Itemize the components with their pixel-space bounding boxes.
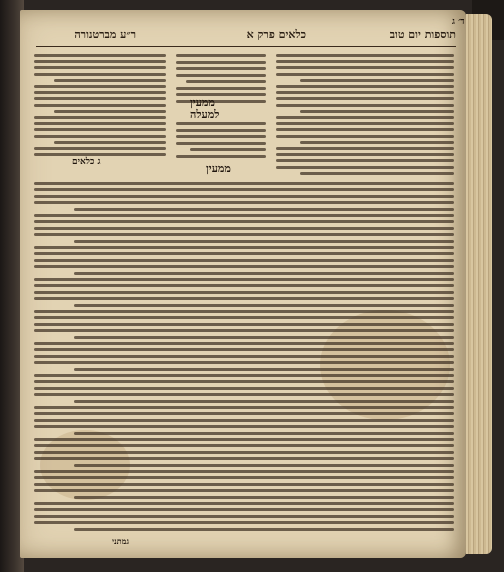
text-line xyxy=(276,147,454,150)
text-line xyxy=(276,66,454,69)
text-line xyxy=(176,142,266,145)
text-line xyxy=(176,87,266,90)
text-line xyxy=(300,141,454,144)
text-line xyxy=(34,278,454,281)
text-line xyxy=(34,348,454,351)
text-line xyxy=(34,489,454,492)
text-line xyxy=(34,188,454,191)
text-line xyxy=(176,67,266,70)
text-line xyxy=(34,476,454,479)
text-line xyxy=(34,116,166,119)
text-line xyxy=(74,272,454,275)
text-line xyxy=(74,496,454,499)
text-line xyxy=(34,91,166,94)
text-line xyxy=(176,54,266,57)
text-line xyxy=(34,355,454,358)
text-line xyxy=(34,393,454,396)
text-line xyxy=(190,148,266,151)
text-line xyxy=(34,406,454,409)
header-left-title: ר״ע מברטנורה xyxy=(74,28,136,41)
text-line xyxy=(34,470,454,473)
text-line xyxy=(276,73,454,76)
text-line xyxy=(34,220,454,223)
text-line xyxy=(34,233,454,236)
text-line xyxy=(34,380,454,383)
text-line xyxy=(276,128,454,131)
header-center-title: כלאים פרק א xyxy=(246,28,306,41)
text-line xyxy=(34,97,166,100)
text-line xyxy=(34,483,454,486)
header-rule xyxy=(36,46,456,47)
text-line xyxy=(34,323,454,326)
text-line xyxy=(74,400,454,403)
text-line xyxy=(34,201,454,204)
text-line xyxy=(34,291,454,294)
text-line xyxy=(34,182,454,185)
column-footer-label: ג כלאים xyxy=(72,157,101,167)
text-line xyxy=(34,297,454,300)
text-line xyxy=(34,147,166,150)
text-line xyxy=(34,438,454,441)
text-line xyxy=(34,425,454,428)
text-line xyxy=(34,502,454,505)
text-line xyxy=(74,432,454,435)
text-line xyxy=(276,159,454,162)
text-line xyxy=(176,155,266,158)
text-line xyxy=(34,104,166,107)
page-marker: ד׳ ג xyxy=(452,17,465,27)
text-line xyxy=(276,91,454,94)
text-line xyxy=(276,85,454,88)
text-line xyxy=(176,122,266,125)
text-line xyxy=(276,60,454,63)
header-right-title: תוספות יום טוב xyxy=(389,28,456,41)
text-line xyxy=(34,374,454,377)
text-line xyxy=(276,153,454,156)
text-line xyxy=(34,66,166,69)
text-line xyxy=(34,342,454,345)
text-line xyxy=(276,122,454,125)
text-line xyxy=(276,116,454,119)
mishna-headword: למעלה xyxy=(190,108,220,121)
text-line xyxy=(176,74,266,77)
text-line xyxy=(276,166,454,169)
text-line xyxy=(54,110,166,113)
text-line xyxy=(34,246,454,249)
text-line xyxy=(176,129,266,132)
text-line xyxy=(34,419,454,422)
text-line xyxy=(34,252,454,255)
text-line xyxy=(34,316,454,319)
text-line xyxy=(74,464,454,467)
text-line xyxy=(34,521,454,524)
page-header xyxy=(36,28,456,46)
text-line xyxy=(34,387,454,390)
text-line xyxy=(34,444,454,447)
text-line xyxy=(34,214,454,217)
catchword: גמתני xyxy=(112,536,129,546)
text-line xyxy=(276,97,454,100)
text-line xyxy=(300,110,454,113)
text-line xyxy=(34,135,166,138)
text-line xyxy=(34,310,454,313)
text-line xyxy=(34,284,454,287)
text-line xyxy=(34,515,454,518)
text-line xyxy=(34,60,166,63)
text-line xyxy=(276,135,454,138)
text-line xyxy=(34,361,454,364)
text-line xyxy=(34,227,454,230)
text-line xyxy=(34,128,166,131)
page-stack-edge xyxy=(466,14,492,554)
mishna-headword: ממעין xyxy=(206,162,231,175)
text-line xyxy=(34,85,166,88)
text-line xyxy=(176,135,266,138)
text-line xyxy=(300,79,454,82)
text-line xyxy=(34,195,454,198)
paper-stain xyxy=(320,310,450,420)
text-line xyxy=(34,122,166,125)
text-line xyxy=(276,104,454,107)
text-line xyxy=(176,61,266,64)
text-line xyxy=(74,208,454,211)
text-line xyxy=(34,265,454,268)
text-line xyxy=(34,54,166,57)
text-line xyxy=(74,368,454,371)
text-line xyxy=(54,141,166,144)
text-line xyxy=(74,304,454,307)
text-line xyxy=(74,240,454,243)
text-line xyxy=(54,79,166,82)
mishna-headword: ממעין xyxy=(190,96,215,109)
text-line xyxy=(34,457,454,460)
text-line xyxy=(300,172,454,175)
text-line xyxy=(74,528,454,531)
text-line xyxy=(34,259,454,262)
text-line xyxy=(34,508,454,511)
text-line xyxy=(34,412,454,415)
text-line xyxy=(276,54,454,57)
text-line xyxy=(186,80,266,83)
text-line xyxy=(34,73,166,76)
text-line xyxy=(34,451,454,454)
text-line xyxy=(74,336,454,339)
text-line xyxy=(34,329,454,332)
